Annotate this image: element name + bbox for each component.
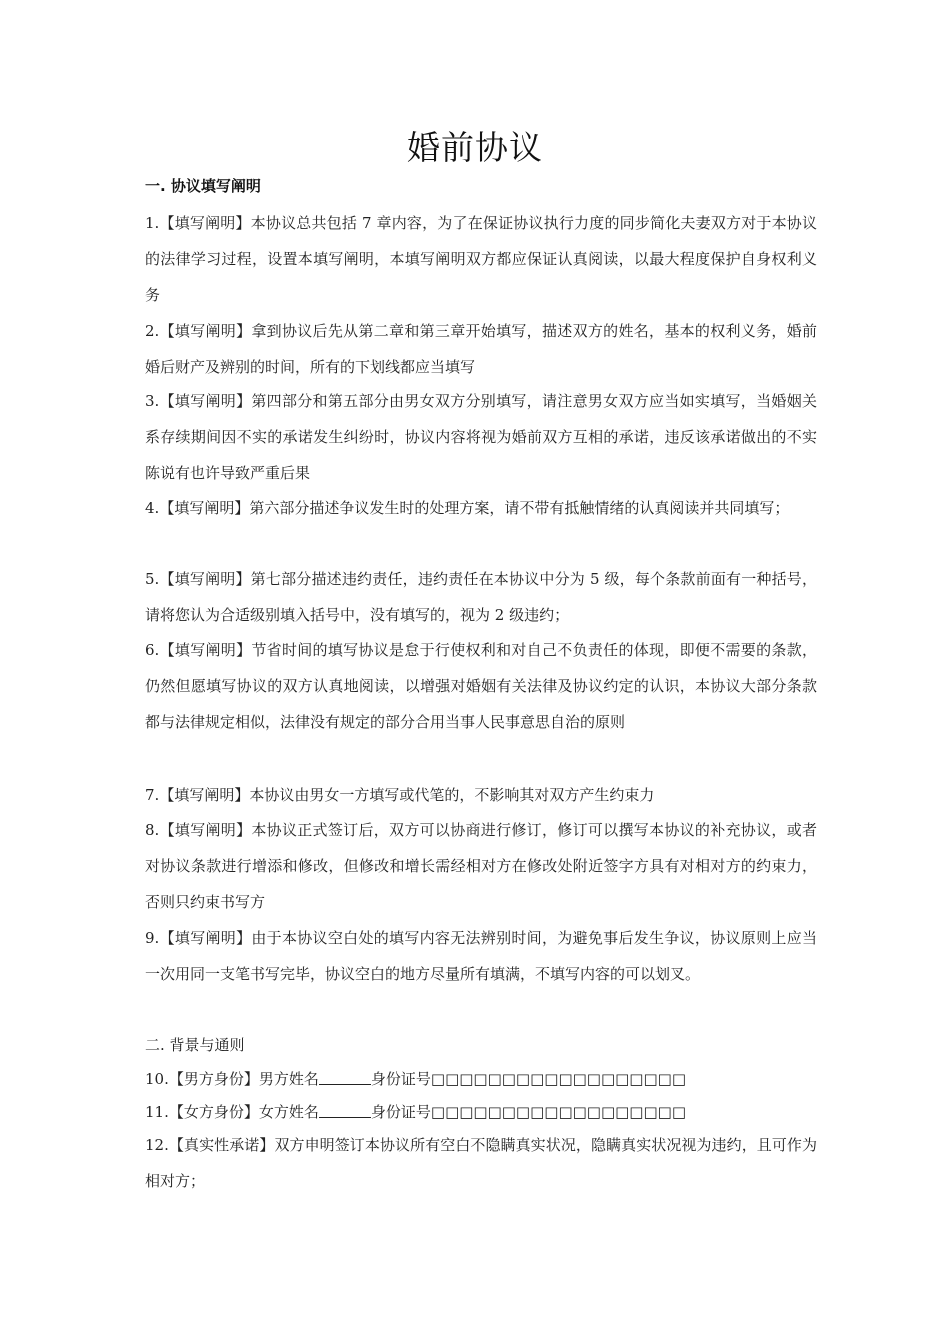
list-item: 7.【填写阐明】本协议由男女一方填写或代笔的，不影响其对双方产生约束力 (145, 786, 655, 804)
list-item: 12.【真实性承诺】双方申明签订本协议所有空白不隐瞒真实状况，隐瞒真实状况视为违约，且可作为相对方； (145, 1136, 817, 1190)
list-item: 5.【填写阐明】第七部分描述违约责任，违约责任在本协议中分为 5 级，每个条款前面有一种括号，请将您认为合适级别填入括号中，没有填写的，视为 2 级违约； (145, 570, 817, 624)
male-name-blank[interactable] (319, 1070, 371, 1085)
list-item: 8.【填写阐明】本协议正式签订后，双方可以协商进行修订，修订可以撰写本协议的补充协议，或者对协议条款进行增添和修改，但修改和增长需经相对方在修改处附近签字方具有对相对方的约束力，否则只约束书写方 (145, 821, 817, 911)
list-item: 9.【填写阐明】由于本协议空白处的填写内容无法辨别时间，为避免事后发生争议，协议原则上应当一次用同一支笔书写完毕，协议空白的地方尽量所有填满，不填写内容的可以划叉。 (145, 929, 817, 983)
section-heading-2: 二. 背景与通则 (145, 1036, 245, 1054)
list-item: 3.【填写阐明】第四部分和第五部分由男女双方分别填写，请注意男女双方应当如实填写，当婚姻关系存续期间因不实的承诺发生纠纷时，协议内容将视为婚前双方互相的承诺，违反该承诺做出的不实陈说有也许导致严重后果 (145, 392, 817, 482)
list-item: 6.【填写阐明】节省时间的填写协议是怠于行使权利和对自己不负责任的体现，即便不需要的条款，仍然但愿填写协议的双方认真地阅读，以增强对婚姻有关法律及协议约定的认识，本协议大部分条款都与法律规定相似，法律没有规定的部分合用当事人民事意思自治的原则 (145, 641, 817, 731)
male-id-boxes[interactable]: □□□□□□□□□□□□□□□□□□ (430, 1070, 686, 1088)
female-identity-line: 11.【女方身份】女方姓名 身份证号□□□□□□□□□□□□□□□□□□ (145, 1103, 686, 1121)
list-item: 2.【填写阐明】拿到协议后先从第二章和第三章开始填写，描述双方的姓名，基本的权利义务，婚前婚后财产及辨别的时间，所有的下划线都应当填写 (145, 322, 817, 376)
section-heading-1: 一. 协议填写阐明 (145, 177, 261, 195)
document-title: 婚前协议 (407, 128, 543, 167)
male-identity-line: 10.【男方身份】男方姓名 身份证号□□□□□□□□□□□□□□□□□□ (145, 1070, 686, 1088)
female-id-boxes[interactable]: □□□□□□□□□□□□□□□□□□ (430, 1103, 686, 1121)
female-name-blank[interactable] (319, 1103, 371, 1118)
list-item: 1.【填写阐明】本协议总共包括 7 章内容，为了在保证协议执行力度的同步简化夫妻双方对于本协议的法律学习过程，设置本填写阐明，本填写阐明双方都应保证认真阅读，以最大程度保护自身权利义务 (145, 214, 817, 304)
list-item: 4.【填写阐明】第六部分描述争议发生时的处理方案，请不带有抵触情绪的认真阅读并共同填写； (145, 499, 790, 517)
